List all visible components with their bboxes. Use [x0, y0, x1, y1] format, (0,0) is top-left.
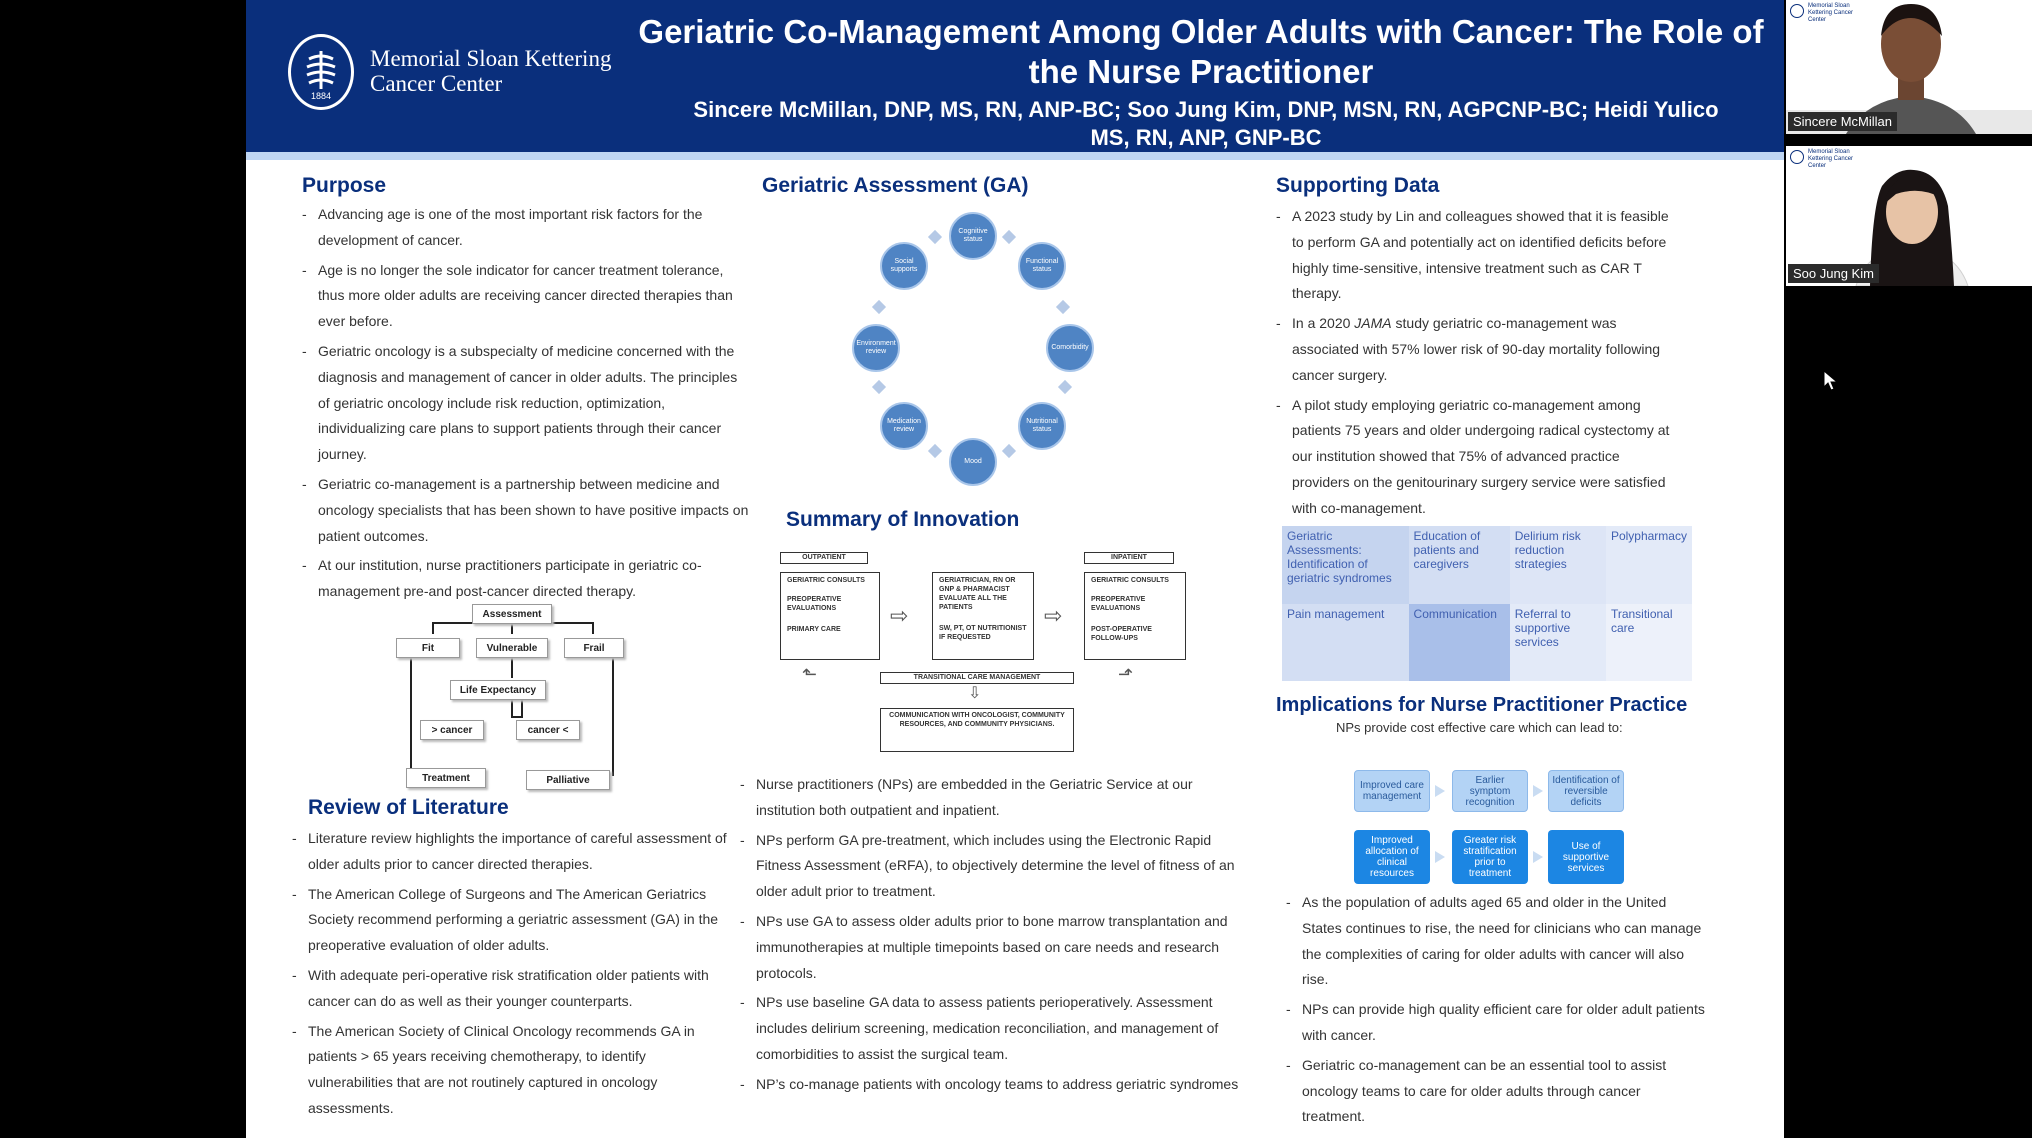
tile-logo-text: Memorial Sloan Kettering Cancer Center	[1808, 149, 1854, 169]
flow-transitional: TRANSITIONAL CARE MANAGEMENT	[880, 672, 1074, 684]
ga-node-environment: Environment review	[852, 324, 900, 372]
flow-right-box	[1084, 572, 1186, 660]
ga-node-mood: Mood	[949, 438, 997, 486]
implications-item: - As the population of adults aged 65 and older in the United States continues to rise, the need for clinicians who can manage the complexities of caring for older adults with cancer will also rise.	[1286, 890, 1706, 993]
imp-box-clinical-resources: Improved allocation of clinical resources	[1354, 830, 1430, 884]
tree-life-expectancy: Life Expectancy	[450, 680, 546, 700]
table-cell: Geriatric Assessments: Identification of geriatric syndromes	[1282, 526, 1409, 604]
purpose-heading: Purpose	[302, 174, 387, 197]
innovation-item: - NPs perform GA pre-treatment, which includes using the Electronic Rapid Fitness Assessment (eRFA), to objectively determine the level of fitness of an older adult prior to treatment.	[740, 828, 1240, 905]
flow-outpatient: OUTPATIENT	[780, 552, 868, 564]
review-list	[292, 826, 732, 1126]
review-item: - Literature review highlights the importance of careful assessment of older adults prior to cancer directed therapies.	[292, 826, 732, 878]
flow-left-box	[780, 572, 880, 660]
implications-list	[1286, 890, 1706, 1134]
msk-logo-icon	[288, 34, 354, 110]
purpose-list	[302, 202, 752, 609]
purpose-item: - At our institution, nurse practitioners participate in geriatric co-management pre-and post-cancer directed therapy.	[302, 553, 752, 605]
flow-arrow-icon: ⇨	[890, 603, 909, 628]
flow-middle-box	[932, 572, 1034, 660]
innovation-item: - Nurse practitioners (NPs) are embedded in the Geriatric Service at our institution both outpatient and inpatient.	[740, 772, 1240, 824]
table-cell: Referral to supportive services	[1510, 604, 1606, 682]
innovation-item: - NPs use baseline GA data to assess patients perioperatively. Assessment includes delirium screening, medication reconciliation, and management of comorbidities to assist the surgical team.	[740, 990, 1240, 1067]
flow-middle-item: GERIATRICIAN, RN OR GNP & PHARMACIST EVALUATE ALL THE PATIENTS	[939, 577, 1016, 611]
supporting-item: - A 2023 study by Lin and colleagues showed that it is feasible to perform GA and potentially act on identified deficits before highly time-sensitive, intensive treatment such as CAR T therapy.	[1276, 204, 1676, 307]
flow-middle-item: SW, PT, OT NUTRITIONIST IF REQUESTED	[939, 625, 1027, 641]
tree-cancer-lt: cancer <	[516, 720, 580, 740]
flow-right-item: GERIATRIC CONSULTS	[1091, 577, 1169, 584]
supporting-item: - A pilot study employing geriatric co-management among patients 75 years and older undergoing radical cystectomy at our institution showed that 75% of advanced practice providers on the genitourinary surgery service were satisfied with co-management.	[1276, 393, 1676, 522]
table-cell: Polypharmacy	[1606, 526, 1692, 604]
purpose-item: - Advancing age is one of the most important risk factors for the development of cancer.	[302, 202, 752, 254]
table-cell: Communication	[1409, 604, 1510, 682]
flow-inpatient: INPATIENT	[1084, 552, 1174, 564]
imp-arrow-icon	[1533, 785, 1543, 797]
participant-tile[interactable]	[1786, 146, 2032, 286]
implications-heading: Implications for Nurse Practitioner Practice	[1276, 694, 1688, 716]
assessment-tree-diagram	[396, 604, 626, 796]
tree-vulnerable: Vulnerable	[476, 638, 548, 658]
innovation-heading: Summary of Innovation	[786, 508, 1020, 531]
cycle-arrow-icon	[928, 230, 942, 244]
flow-left-item: PREOPERATIVE EVALUATIONS	[787, 596, 842, 612]
ga-node-nutritional: Nutritional status	[1018, 402, 1066, 450]
poster-header	[246, 0, 1784, 152]
flow-bent-arrow-icon: ⬏	[1118, 664, 1134, 684]
header-stripe	[246, 152, 1784, 160]
journal-name: JAMA	[1354, 315, 1392, 332]
flow-left-item: PRIMARY CARE	[787, 626, 841, 633]
imp-arrow-icon	[1435, 785, 1445, 797]
implications-diagram	[1354, 768, 1624, 888]
flow-arrow-icon: ⇨	[1044, 603, 1063, 628]
flow-communication: COMMUNICATION WITH ONCOLOGIST, COMMUNITY RESOURCES, AND COMMUNITY PHYSICIANS.	[880, 708, 1074, 752]
ga-node-comorbidity: Comorbidity	[1046, 324, 1094, 372]
org-name	[370, 46, 670, 96]
cycle-arrow-icon	[872, 300, 886, 314]
supporting-table	[1282, 526, 1692, 681]
flow-down-arrow-icon: ⇩	[968, 685, 982, 702]
table-cell: Delirium risk reduction strategies	[1510, 526, 1606, 604]
imp-box-risk-stratification: Greater risk stratification prior to treatment	[1452, 830, 1528, 884]
supporting-list	[1276, 204, 1676, 526]
tree-gt-cancer: > cancer	[420, 720, 484, 740]
participant-name: Soo Jung Kim	[1788, 264, 1879, 283]
innovation-item: - NPs use GA to assess older adults prior to bone marrow transplantation and immunotherapies at multiple timepoints based on care needs and research protocols.	[740, 909, 1240, 986]
tile-logo-text: Memorial Sloan Kettering Cancer Center	[1808, 3, 1854, 23]
supporting-item	[1276, 311, 1676, 388]
flow-left-item: GERIATRIC CONSULTS	[787, 577, 865, 584]
cycle-arrow-icon	[1058, 380, 1072, 394]
flow-bent-arrow-icon: ⬑	[802, 664, 818, 684]
imp-box-supportive-services: Use of supportive services	[1548, 830, 1624, 884]
ga-node-medication: Medication review	[880, 402, 928, 450]
imp-arrow-icon	[1533, 851, 1543, 863]
ga-cycle-diagram	[846, 206, 1096, 496]
ga-node-cognitive: Cognitive status	[949, 212, 997, 260]
review-item: - The American College of Surgeons and The American Geriatrics Society recommend performing a geriatric assessment (GA) in the preoperative evaluation of older adults.	[292, 882, 732, 959]
ga-heading: Geriatric Assessment (GA)	[762, 174, 1029, 197]
supporting-heading: Supporting Data	[1276, 174, 1440, 197]
purpose-item: - Geriatric co-management is a partnership between medicine and oncology specialists that has been shown to have positive impacts on patient outcomes.	[302, 472, 752, 549]
table-cell: Education of patients and caregivers	[1409, 526, 1510, 604]
poster-authors: Sincere McMillan, DNP, MS, RN, ANP-BC; Soo Jung Kim, DNP, MSN, RN, AGPCNP-BC; Heidi Yulico MS, RN, ANP, GNP-BC	[693, 97, 1719, 150]
poster-title: Geriatric Co-Management Among Older Adults with Cancer: The Role of the Nurse Practitioner	[638, 13, 1764, 90]
cycle-arrow-icon	[1002, 230, 1016, 244]
ga-node-functional: Functional status	[1018, 242, 1066, 290]
imp-arrow-icon	[1435, 851, 1445, 863]
supporting-item-text: In a 2020	[1292, 315, 1355, 332]
imp-box-care-management: Improved care management	[1354, 770, 1430, 812]
innovation-flow-diagram	[778, 552, 1188, 752]
implications-subtitle: NPs provide cost effective care which can lead to:	[1336, 720, 1623, 735]
cycle-arrow-icon	[872, 380, 886, 394]
cycle-arrow-icon	[928, 444, 942, 458]
review-item: - The American Society of Clinical Oncology recommends GA in patients > 65 years receiving chemotherapy, to identify vulnerabilities that are not routinely captured in oncology assessments.	[292, 1019, 732, 1122]
mouse-cursor-icon	[1823, 370, 1839, 392]
implications-item: - Geriatric co-management can be an essential tool to assist oncology teams to care for older adults through cancer treatment.	[1286, 1053, 1706, 1130]
org-line-2: Cancer Center	[370, 71, 503, 96]
tree-fit: Fit	[396, 638, 460, 658]
shared-poster	[246, 0, 1784, 1138]
flow-right-item: PREOPERATIVE EVALUATIONS	[1091, 596, 1146, 612]
logo-year: 1884	[311, 91, 332, 101]
flow-right-item: POST-OPERATIVE FOLLOW-UPS	[1091, 626, 1152, 642]
innovation-item: - NP’s co-manage patients with oncology teams to address geriatric syndromes	[740, 1072, 1240, 1098]
tree-assessment: Assessment	[472, 604, 552, 624]
table-cell: Transitional care	[1606, 604, 1692, 682]
participant-name: Sincere McMillan	[1788, 112, 1897, 131]
imp-box-symptom-recognition: Earlier symptom recognition	[1452, 770, 1528, 812]
table-cell: Pain management	[1282, 604, 1409, 682]
tree-treatment: Treatment	[406, 768, 486, 788]
tree-palliative: Palliative	[526, 770, 610, 790]
ga-node-social: Social supports	[880, 242, 928, 290]
purpose-item: - Age is no longer the sole indicator for cancer treatment tolerance, thus more older adults are receiving cancer directed therapies than ever before.	[302, 258, 752, 335]
cycle-arrow-icon	[1056, 300, 1070, 314]
cycle-arrow-icon	[1002, 444, 1016, 458]
innovation-list	[740, 772, 1240, 1102]
supporting-item-text: study geriatric co-management was associated with 57% lower risk of 90-day mortality following cancer surgery.	[1292, 315, 1661, 383]
participant-tile[interactable]	[1786, 0, 2032, 134]
org-line-1: Memorial Sloan Kettering	[370, 46, 612, 71]
imp-box-reversible-deficits: Identification of reversible deficits	[1548, 770, 1624, 812]
review-item: - With adequate peri-operative risk stratification older patients with cancer can do as well as their younger counterparts.	[292, 963, 732, 1015]
purpose-item: - Geriatric oncology is a subspecialty of medicine concerned with the diagnosis and management of cancer in older adults. The principles of geriatric oncology include risk reduction, optimization, individualizing care plans to support patients through their cancer journey.	[302, 339, 752, 468]
tree-frail: Frail	[564, 638, 624, 658]
review-heading: Review of Literature	[308, 796, 509, 819]
implications-item: - NPs can provide high quality efficient care for older adult patients with cancer.	[1286, 997, 1706, 1049]
